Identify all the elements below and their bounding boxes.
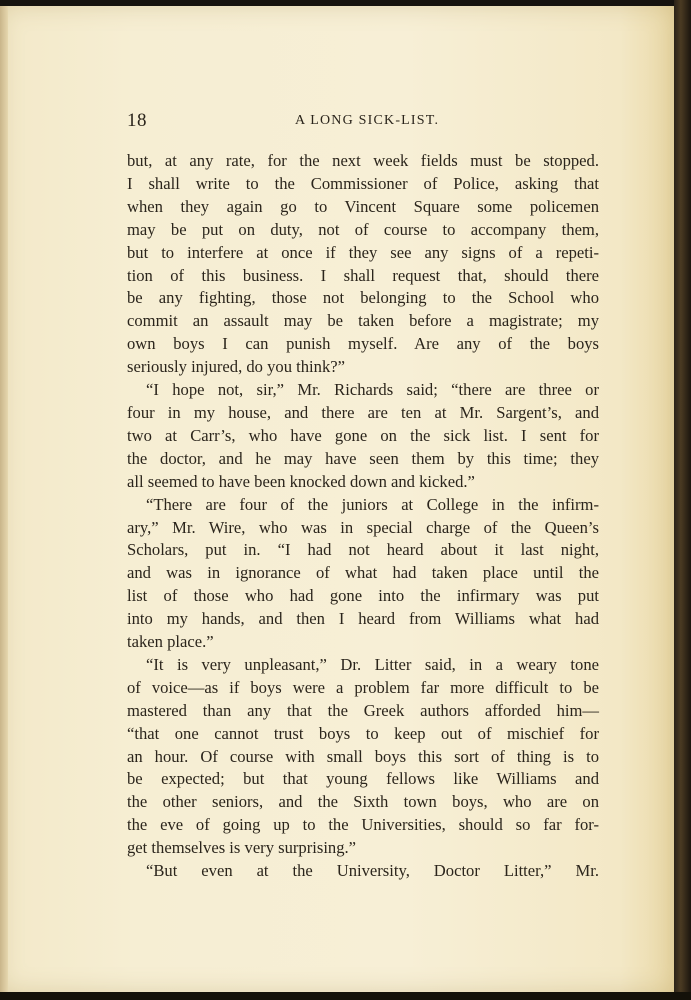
text-line: commit an assault may be taken before a magistrate; my [127,311,599,331]
page-number: 18 [127,110,147,131]
text-line: two at Carr’s, who have gone on the sick list. I sent for [127,425,599,445]
text-line: tion of this business. I shall request that, should there [127,265,599,285]
text-line: “that one cannot trust boys to keep out of mischief for [127,723,599,743]
scan-bottom-edge [0,992,691,1000]
text-line: taken place.” [127,632,214,652]
book-binding-edge [674,0,691,1000]
text-line: when they again go to Vincent Square some policemen [127,196,599,216]
page-header [127,110,599,140]
text-line: ary,” Mr. Wire, who was in special charge of the Queen’s [127,517,599,537]
text-line: “It is very unpleasant,” Dr. Litter said, in a weary tone [146,654,599,674]
text-line: be expected; but that young fellows like Williams and [127,769,599,789]
text-line: be any fighting, those not belonging to the School who [127,288,599,308]
body-text [127,150,599,883]
text-line: the eve of going up to the Universities, should so far for- [127,815,599,835]
text-line: an hour. Of course with small boys this sort of thing is to [127,746,599,766]
text-line: “But even at the University, Doctor Litter,” Mr. [146,861,599,881]
text-line: all seemed to have been knocked down and kicked.” [127,471,475,491]
text-line: but to interfere at once if they see any signs of a repeti- [127,242,599,262]
text-line: and was in ignorance of what had taken place until the [127,563,599,583]
text-line: list of those who had gone into the infirmary was put [127,586,599,606]
text-line: may be put on duty, not of course to accompany them, [127,219,599,239]
text-line: mastered than any that the Greek authors afforded him— [127,700,599,720]
text-line: own boys I can punish myself. Are any of the boys [127,334,599,354]
text-line: of voice—as if boys were a problem far more difficult to be [127,677,599,697]
text-line: the other seniors, and the Sixth town boys, who are on [127,792,599,812]
running-head: A LONG SICK-LIST. [295,113,440,128]
text-line: “I hope not, sir,” Mr. Richards said; “there are three or [146,380,599,400]
text-line: four in my house, and there are ten at Mr. Sargent’s, and [127,402,599,422]
text-line: get themselves is very surprising.” [127,838,357,858]
paper-left-edge [0,6,8,1000]
text-line: Scholars, put in. “I had not heard about it last night, [127,540,599,560]
text-line: the doctor, and he may have seen them by this time; they [127,448,599,468]
text-line: but, at any rate, for the next week fields must be stopped. [127,151,599,170]
text-line: “There are four of the juniors at College in the infirm- [146,494,599,514]
text-line: I shall write to the Commissioner of Police, asking that [127,173,599,193]
text-line: into my hands, and then I heard from Williams what had [127,609,599,629]
text-line: seriously injured, do you think?” [127,357,345,377]
